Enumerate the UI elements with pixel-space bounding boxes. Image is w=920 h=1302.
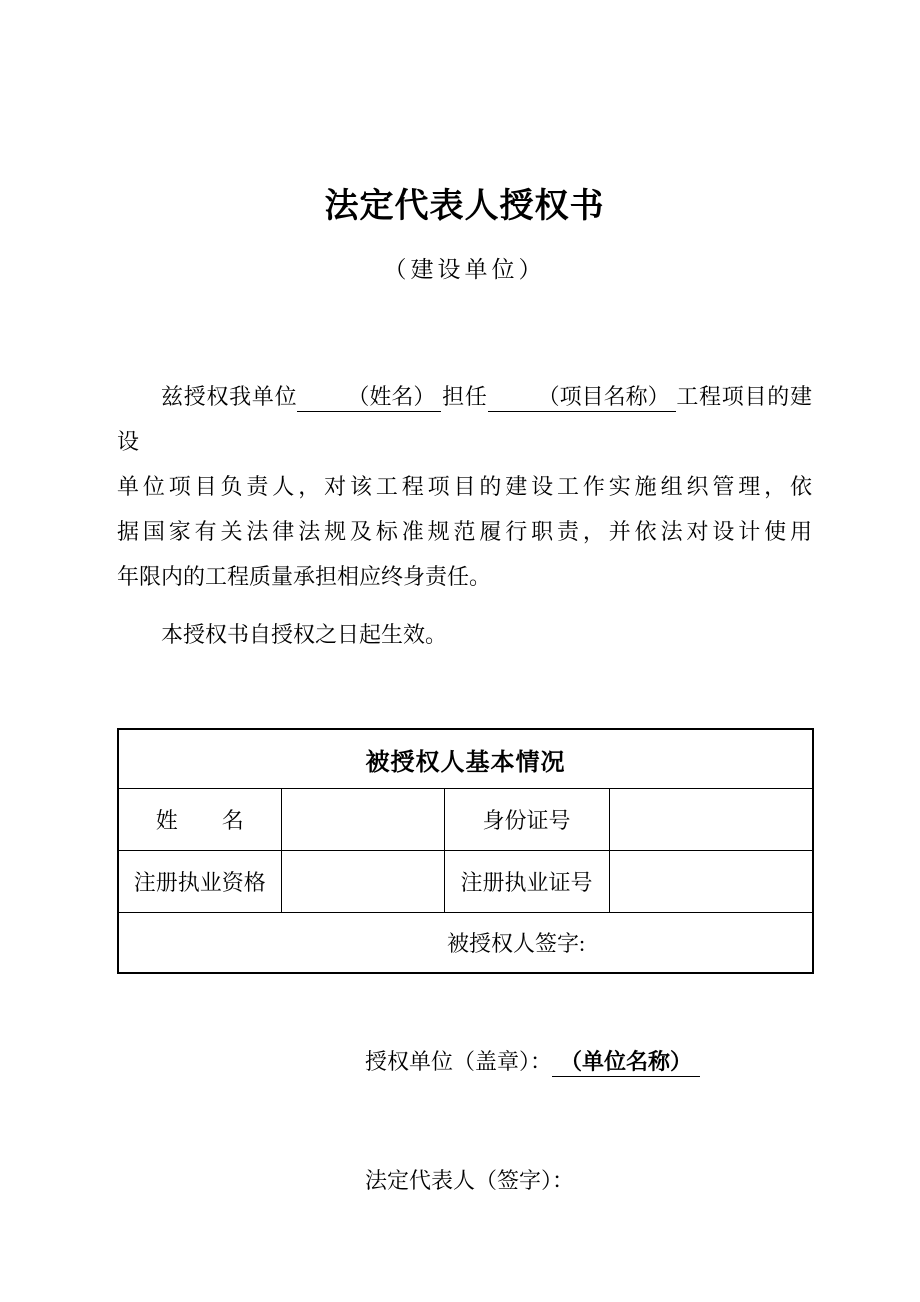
paragraph-line-3: 据国家有关法律法规及标准规范履行职责，并依法对设计使用 (117, 519, 812, 544)
table-row (118, 789, 813, 851)
authorizing-unit-seal-line (117, 1047, 812, 1077)
project-name-blank-underline: （项目名称） (488, 383, 676, 412)
legal-rep-label: 法定代表人（签字）： (365, 1168, 575, 1193)
paragraph-line-4: 年限内的工程质量承担相应终身责任。 (117, 564, 492, 589)
table-header-row (118, 729, 813, 789)
authorized-person-table (117, 728, 814, 974)
paragraph-line-1 (117, 374, 812, 464)
authorized-signature-row (118, 913, 813, 974)
authorized-signature-label: 被授权人签字: (118, 913, 813, 974)
name-label-cell: 姓 名 (118, 789, 281, 851)
seal-label: 授权单位（盖章）： (365, 1049, 553, 1074)
license-number-value-cell (609, 851, 813, 913)
document-title: 法定代表人授权书 (324, 188, 605, 225)
line1-suffix: 工程项目的建设 (117, 384, 812, 454)
license-number-label-cell: 注册执业证号 (444, 851, 609, 913)
license-qualification-value-cell (281, 851, 444, 913)
table-row (118, 851, 813, 913)
authorization-paragraph (117, 374, 812, 599)
table-header-cell: 被授权人基本情况 (118, 729, 813, 789)
id-number-value-cell (609, 789, 813, 851)
unit-name-blank-underline: （单位名称） (552, 1048, 700, 1077)
line1-prefix: 兹授权我单位 (161, 384, 298, 409)
legal-representative-sign-line (117, 1166, 812, 1196)
id-number-label-cell: 身份证号 (444, 789, 609, 851)
name-value-cell (281, 789, 444, 851)
line1-mid: 担任 (441, 384, 488, 409)
effective-date-paragraph: 本授权书自授权之日起生效。 (161, 622, 448, 647)
license-qualification-label-cell: 注册执业资格 (118, 851, 281, 913)
name-blank-underline: （姓名） (297, 383, 441, 412)
document-subtitle: （建设单位） (383, 257, 546, 282)
paragraph-line-2: 单位项目负责人，对该工程项目的建设工作实施组织管理，依 (117, 474, 812, 499)
